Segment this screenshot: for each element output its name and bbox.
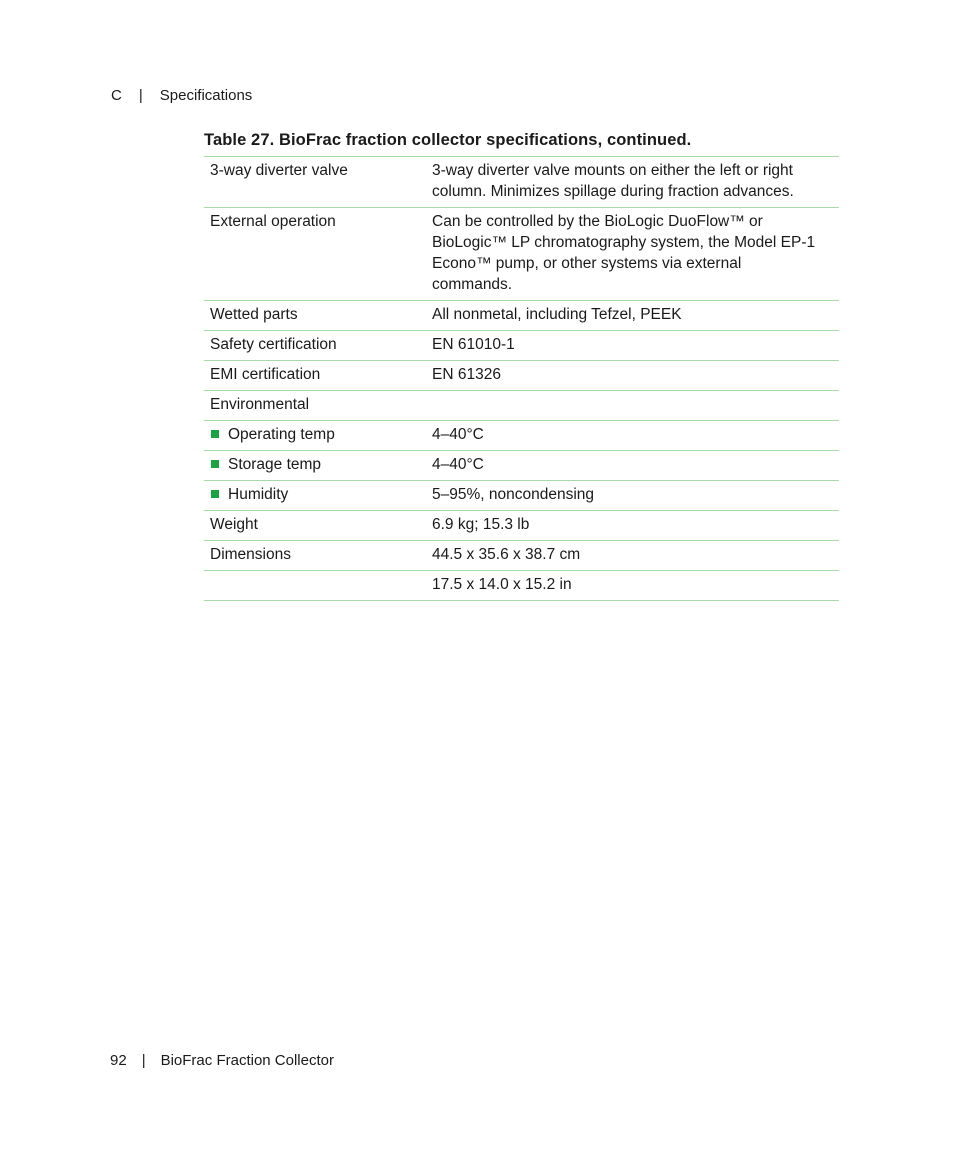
row-label-bulleted bbox=[204, 421, 432, 451]
row-label: 3-way diverter valve bbox=[204, 157, 432, 208]
row-value: EN 61326 bbox=[432, 361, 839, 391]
row-value: 6.9 kg; 15.3 lb bbox=[432, 511, 839, 541]
table-row bbox=[204, 391, 839, 421]
square-bullet-icon bbox=[211, 460, 219, 468]
square-bullet-icon bbox=[211, 490, 219, 498]
specifications-table bbox=[204, 156, 839, 601]
row-value: All nonmetal, including Tefzel, PEEK bbox=[432, 301, 839, 331]
table-title: Table 27. BioFrac fraction collector specifications, continued. bbox=[204, 131, 692, 149]
table-row bbox=[204, 157, 839, 208]
table-row bbox=[204, 208, 839, 301]
table-row bbox=[204, 301, 839, 331]
running-footer bbox=[110, 1052, 334, 1069]
header-separator: | bbox=[138, 87, 143, 104]
row-value: 17.5 x 14.0 x 15.2 in bbox=[432, 571, 839, 601]
row-label: Dimensions bbox=[204, 541, 432, 571]
row-label-bulleted bbox=[204, 451, 432, 481]
row-label-text: Storage temp bbox=[228, 456, 322, 473]
table-row bbox=[204, 481, 839, 511]
row-label bbox=[204, 571, 432, 601]
row-label: EMI certification bbox=[204, 361, 432, 391]
row-value: Can be controlled by the BioLogic DuoFlow™ or BioLogic™ LP chromatography system, the Model EP-1 Econo™ pump, or other systems via external commands. bbox=[432, 208, 839, 301]
row-label: Weight bbox=[204, 511, 432, 541]
row-label-text: Operating temp bbox=[228, 426, 335, 443]
table-row bbox=[204, 331, 839, 361]
footer-title: BioFrac Fraction Collector bbox=[160, 1052, 334, 1069]
row-value: 4–40°C bbox=[432, 451, 839, 481]
row-label: External operation bbox=[204, 208, 432, 301]
table-row bbox=[204, 451, 839, 481]
table-row bbox=[204, 421, 839, 451]
row-value: 3-way diverter valve mounts on either the left or right column. Minimizes spillage during fraction advances. bbox=[432, 157, 839, 208]
running-header bbox=[111, 87, 252, 104]
table-row bbox=[204, 511, 839, 541]
row-value bbox=[432, 391, 839, 421]
row-value: 4–40°C bbox=[432, 421, 839, 451]
page-number: 92 bbox=[110, 1052, 127, 1069]
row-value: EN 61010-1 bbox=[432, 331, 839, 361]
table-row bbox=[204, 541, 839, 571]
row-label-text: Humidity bbox=[228, 486, 289, 503]
row-label: Safety certification bbox=[204, 331, 432, 361]
row-value: 44.5 x 35.6 x 38.7 cm bbox=[432, 541, 839, 571]
header-title: Specifications bbox=[159, 87, 253, 104]
header-section-letter: C bbox=[111, 87, 122, 104]
row-label-bulleted bbox=[204, 481, 432, 511]
square-bullet-icon bbox=[211, 430, 219, 438]
table-row bbox=[204, 361, 839, 391]
row-label: Environmental bbox=[204, 391, 432, 421]
table-row bbox=[204, 571, 839, 601]
row-value: 5–95%, noncondensing bbox=[432, 481, 839, 511]
footer-separator: | bbox=[141, 1052, 146, 1069]
row-label: Wetted parts bbox=[204, 301, 432, 331]
